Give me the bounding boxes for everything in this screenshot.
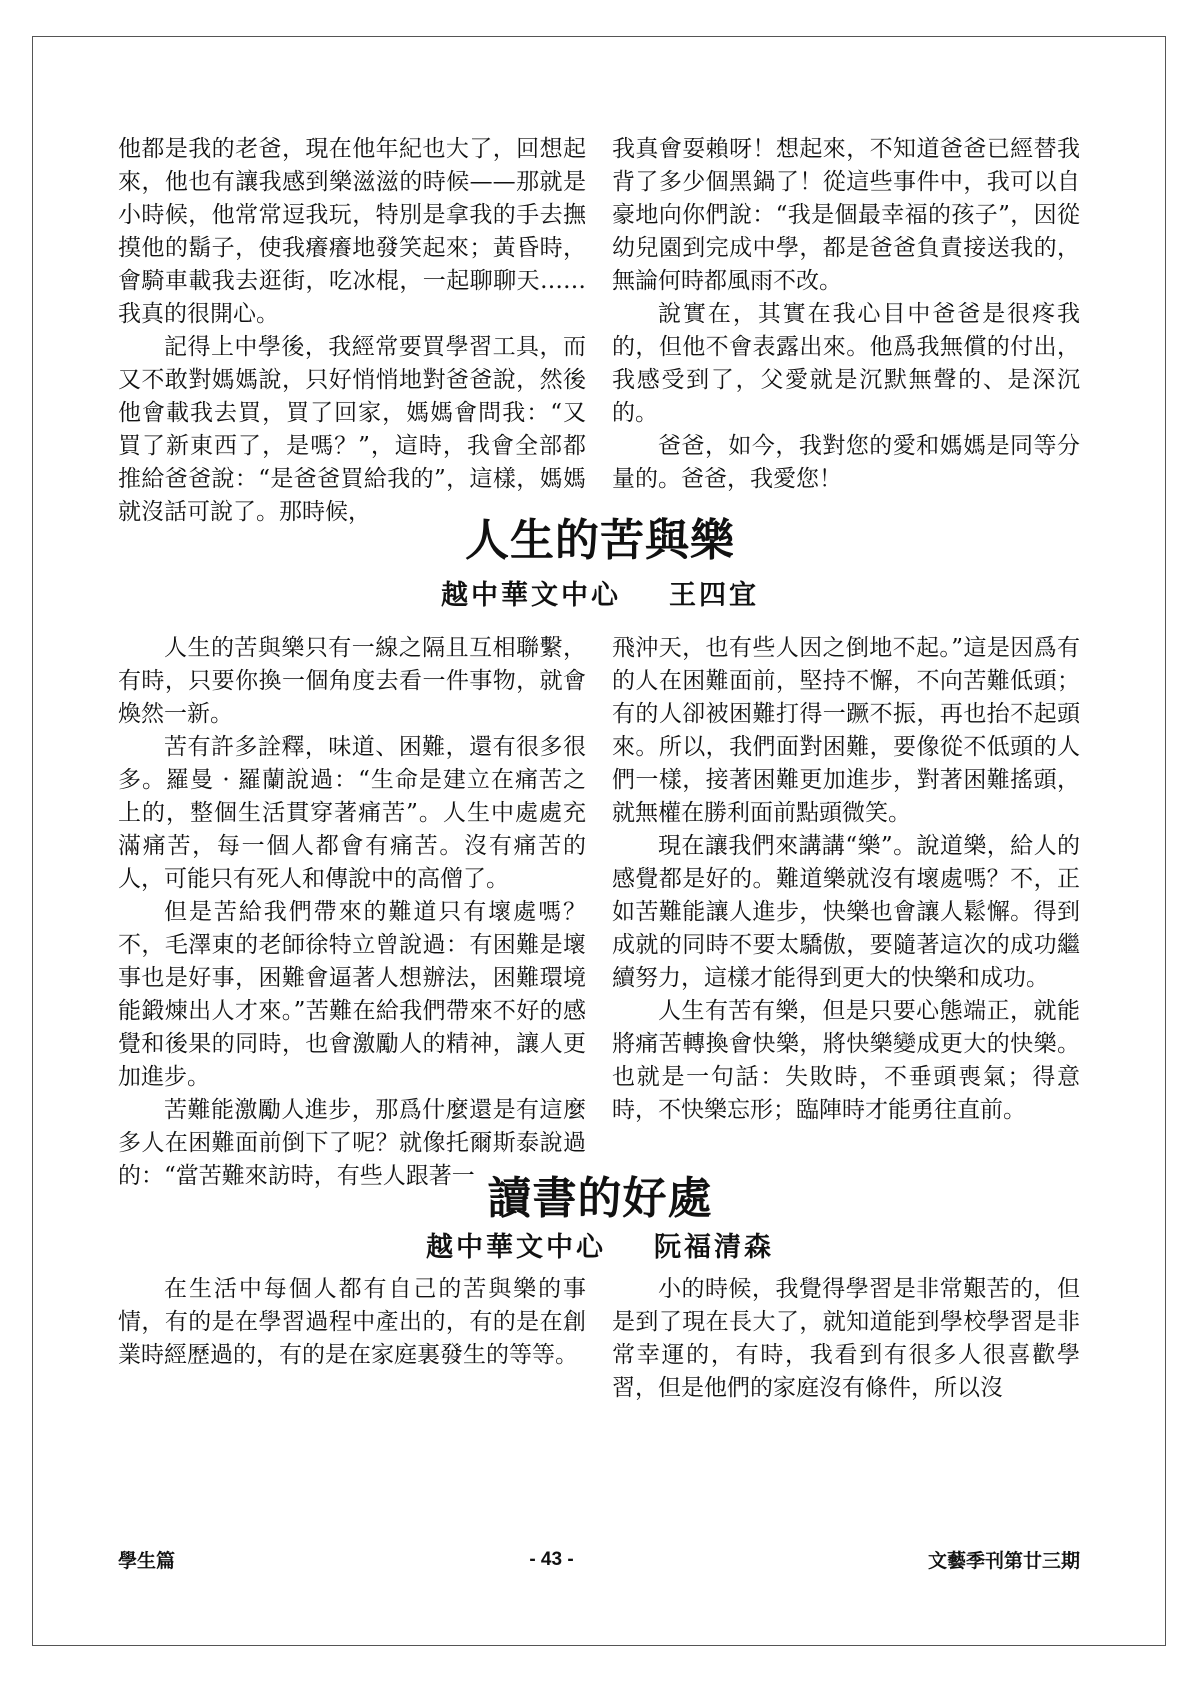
author-name: 王四宜: [669, 580, 759, 611]
publication-name: 文藝季刊第廿三期: [927, 1551, 1080, 1572]
author-school: 越中華文中心: [426, 1232, 606, 1263]
article-byline: [0, 1225, 1200, 1264]
paragraph: 在生活中每個人都有自己的苦與樂的事情，有的是在學習過程中產出的，有的是在創業時經歷過的，有的是在家庭裏發生的等等。: [118, 1276, 586, 1368]
section1-left-column: [118, 133, 586, 529]
paragraph: 記得上中學後，我經常要買學習工具，而又不敢對媽媽說，只好悄悄地對爸爸說，然後他會載我去買，買了回家，媽媽會問我：“又買了新東西了，是嗎？”，這時，我會全部都推給爸爸說：“是爸爸買給我的”，這樣，媽媽就沒話可說了。那時候，: [118, 334, 586, 525]
section1-right-column: [612, 133, 1080, 529]
article3-right-column: [612, 1273, 1080, 1405]
article2-left-column: [118, 632, 586, 1193]
article2-right-column: [612, 632, 1080, 1193]
footer-section-label: 學生篇: [118, 1551, 176, 1572]
page-number: - 43 -: [529, 1548, 574, 1570]
paragraph: 他都是我的老爸，現在他年紀也大了，回想起來，他也有讓我感到樂滋滋的時候——那就是小時候，他常常逗我玩，特別是拿我的手去撫摸他的鬍子，使我癢癢地發笑起來；黃昏時，會騎車載我去逛街，吃冰棍，一起聊聊天……我真的很開心。: [118, 136, 586, 327]
paragraph: 人生的苦與樂只有一線之隔且互相聯繫，有時，只要你換一個角度去看一件事物，就會煥然一新。: [118, 635, 586, 727]
paragraph: 爸爸，如今，我對您的愛和媽媽是同等分量的。爸爸，我愛您！: [612, 433, 1080, 492]
paragraph: 人生有苦有樂，但是只要心態端正，就能將痛苦轉換會快樂，將快樂變成更大的快樂。也就是一句話：失敗時，不垂頭喪氣；得意時，不快樂忘形；臨陣時才能勇往直前。: [612, 998, 1080, 1123]
paragraph: 但是苦給我們帶來的難道只有壞處嗎？不，毛澤東的老師徐特立曾說過：有困難是壞事也是好事，困難會逼著人想辦法，困難環境能鍛煉出人才來。”苦難在給我們帶來不好的感覺和後果的同時，也會激勵人的精神，讓人更加進步。: [118, 899, 586, 1090]
article3-columns: [118, 1273, 1080, 1405]
paragraph: 說實在，其實在我心目中爸爸是很疼我的，但他不會表露出來。他爲我無償的付出，我感受到了，父愛就是沉默無聲的、是深沉的。: [612, 301, 1080, 426]
paragraph: 現在讓我們來講講“樂”。說道樂，給人的感覺都是好的。難道樂就沒有壞處嗎？不，正如苦難能讓人進步，快樂也會讓人鬆懈。得到成就的同時不要太驕傲，要隨著這次的成功繼續努力，這樣才能得到更大的快樂和成功。: [612, 833, 1080, 991]
article-title: 讀書的好處: [487, 1173, 713, 1224]
article-title: 人生的苦與樂: [465, 515, 735, 566]
section1-columns: [118, 133, 1080, 529]
article3-left-column: [118, 1273, 586, 1405]
author-school: 越中華文中心: [441, 580, 621, 611]
paragraph: 苦有許多詮釋，味道、困難，還有很多很多。羅曼 · 羅蘭說過：“生命是建立在痛苦之上的，整個生活貫穿著痛苦”。人生中處處充滿痛苦，每一個人都會有痛苦。沒有痛苦的人，可能只有死人和傳說中的高僧了。: [118, 734, 586, 892]
page-footer: [118, 1546, 1080, 1573]
paragraph: 小的時候，我覺得學習是非常艱苦的，但是到了現在長大了，就知道能到學校學習是非常幸運的，有時，我看到有很多人很喜歡學習，但是他們的家庭沒有條件，所以沒: [612, 1276, 1080, 1401]
article-byline: [0, 573, 1200, 612]
author-name: 阮福清森: [654, 1232, 774, 1263]
article2-columns: [118, 632, 1080, 1193]
paragraph: 我真會耍賴呀！想起來，不知道爸爸已經替我背了多少個黑鍋了！從這些事件中，我可以自豪地向你們說：“我是個最幸福的孩子”，因從幼兒園到完成中學，都是爸爸負責接送我的，無論何時都風雨不改。: [612, 136, 1080, 294]
paragraph: 苦難能激勵人進步，那爲什麼還是有這麼多人在困難面前倒下了呢？就像托爾斯泰說過的：“當苦難來訪時，有些人跟著一: [118, 1097, 586, 1189]
paragraph: 飛沖天，也有些人因之倒地不起。”這是因爲有的人在困難面前，堅持不懈，不向苦難低頭；有的人卻被困難打得一蹶不振，再也抬不起頭來。所以，我們面對困難，要像從不低頭的人們一樣，接著困難更加進步，對著困難搖頭，就無權在勝利面前點頭微笑。: [612, 635, 1080, 826]
